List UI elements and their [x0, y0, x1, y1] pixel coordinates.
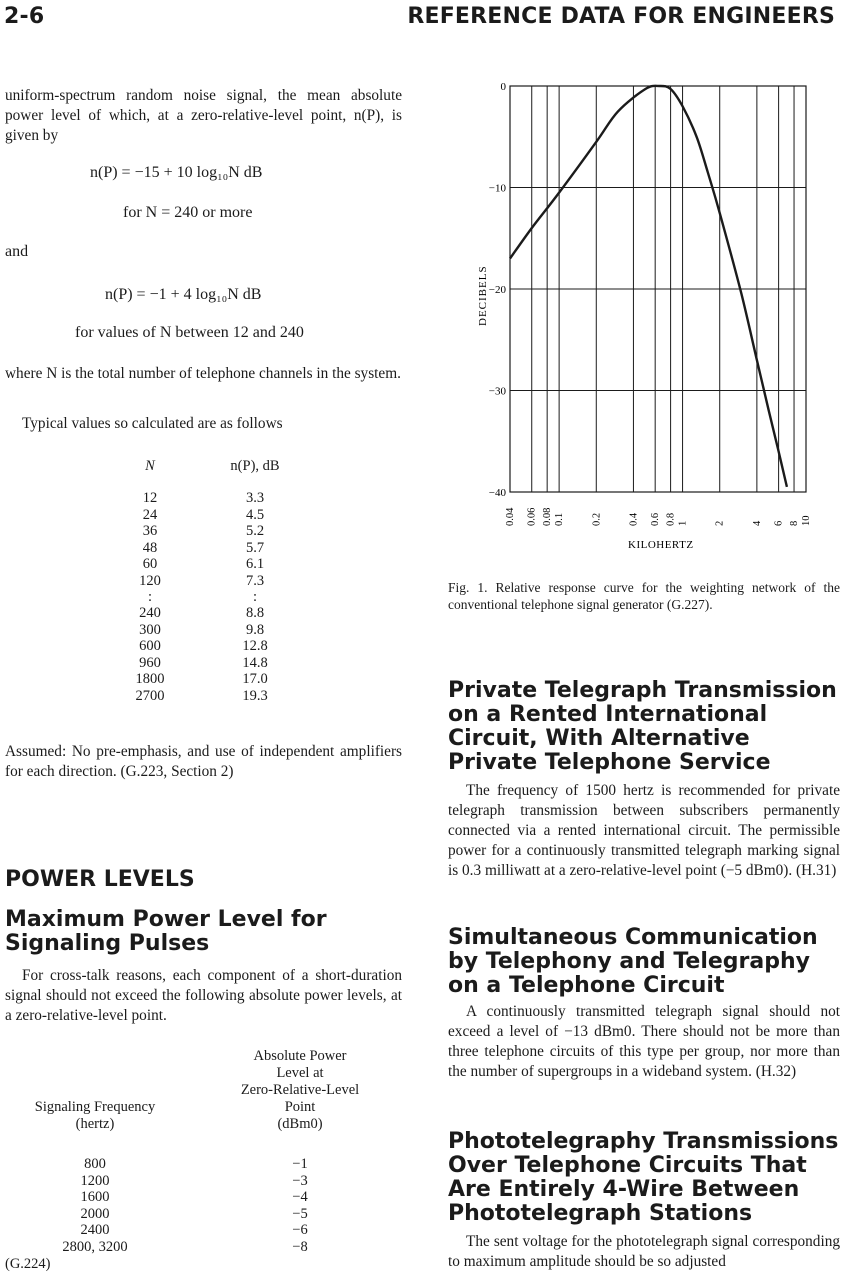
signal-table-cell-frequency: 2400 — [80, 1222, 110, 1238]
signal-header-line: Zero-Relative-Level — [240, 1082, 360, 1098]
noise-table-cell-level: 17.0 — [242, 671, 268, 687]
x-tick-label: 0.04 — [505, 507, 516, 526]
signal-header-line: Signaling Frequency — [34, 1099, 156, 1115]
noise-table-cell-level: 7.3 — [245, 572, 265, 589]
signal-table-reference: (G.224) — [5, 1256, 51, 1272]
x-tick-label: 0.1 — [554, 512, 566, 526]
signal-table-cell-frequency: 2800, 3200 — [62, 1238, 128, 1255]
x-tick-label: 2 — [714, 520, 726, 526]
noise-table-cell-level: 9.8 — [245, 621, 265, 638]
noise-table-cell-n: 48 — [142, 539, 158, 556]
chart-y-tick-labels — [489, 81, 507, 499]
noise-table-cell-level: 4.5 — [245, 506, 265, 523]
signal-table-cell-level: −1 — [292, 1156, 308, 1172]
x-tick-label: 0.8 — [665, 512, 677, 526]
x-axis-label: KILOHERTZ — [628, 539, 694, 551]
noise-table-cell-n: 60 — [142, 556, 158, 572]
chart-horizontal-grid — [510, 86, 806, 492]
power-levels-heading: POWER LEVELS — [5, 867, 195, 892]
noise-table-cell-level: 6.1 — [245, 556, 265, 572]
and-connector: and — [5, 243, 29, 260]
x-tick-label: 0.2 — [591, 512, 603, 526]
chart-x-tick-labels — [505, 507, 812, 526]
noise-table-cell-level: 14.8 — [242, 654, 268, 671]
noise-table-cell-level: 8.8 — [245, 605, 265, 621]
formula-2: n(P) = −1 + 4 log₁₀N dB — [105, 286, 262, 303]
formula-2-condition: for values of N between 12 and 240 — [75, 324, 304, 341]
signal-table-cell-level: −5 — [292, 1205, 308, 1222]
noise-table-cell-n: 36 — [142, 523, 158, 539]
noise-table-cell-level: : — [252, 589, 258, 605]
noise-table-header-level: n(P), dB — [230, 458, 280, 474]
signal-table-cell-level: −4 — [292, 1189, 308, 1205]
x-tick-label: 6 — [773, 520, 785, 526]
noise-table-cell-level: 5.2 — [245, 523, 265, 539]
signal-table-cell-frequency: 1600 — [80, 1189, 110, 1205]
noise-table-cell-level: 3.3 — [245, 490, 265, 506]
signal-header-line: Absolute Power — [253, 1048, 347, 1064]
signal-table-cell-frequency: 2000 — [80, 1205, 110, 1222]
phototelegraphy-heading: Phototelegraphy Transmissions Over Telephone Circuits That Are Entirely 4-Wire Between Phototelegraph Stations — [448, 1129, 839, 1226]
noise-table-cell-n: 24 — [142, 506, 158, 523]
noise-table-cell-n: 2700 — [135, 687, 165, 704]
signal-header-line: (hertz) — [75, 1116, 115, 1132]
x-tick-label: 0.06 — [526, 507, 538, 526]
page-number: 2-6 — [4, 4, 45, 29]
weighting-response-chart — [470, 78, 840, 558]
intro-paragraph: uniform-spectrum random noise signal, the mean absolute power level of which, at a zero-relative-level point, n(P), is given by — [5, 87, 402, 144]
noise-table-cell-n: 12 — [142, 490, 158, 506]
signal-header-line: Level at — [276, 1065, 324, 1081]
noise-table-cell-level: 19.3 — [242, 687, 268, 704]
formula-1-condition: for N = 240 or more — [123, 204, 253, 221]
noise-table-header-n: N — [145, 458, 155, 474]
signal-table-cell-level: −6 — [292, 1222, 308, 1238]
x-tick-label: 0.08 — [542, 507, 554, 526]
signal-table-cell-frequency: 800 — [84, 1156, 106, 1172]
running-title: REFERENCE DATA FOR ENGINEERS — [407, 4, 835, 29]
signal-header-line: Point — [284, 1099, 316, 1115]
x-tick-label: 1 — [677, 520, 689, 526]
noise-table-cell-n: 600 — [139, 638, 161, 654]
noise-table-cell-n: 240 — [139, 605, 161, 621]
response-curve — [510, 86, 787, 487]
simultaneous-paragraph: A continuously transmitted telegraph signal should not exceed a level of −13 dBm0. There should not be more than three telephone circuits of this type per group, nor more than the number of supergroups in a wideband system. (H.32) — [448, 1003, 840, 1080]
noise-table-cell-n: 300 — [139, 621, 161, 638]
y-tick-label: −10 — [488, 182, 506, 195]
figure-caption: Fig. 1. Relative response curve for the weighting network of the conventional telephone signal generator (G.227). — [448, 579, 840, 612]
typical-paragraph: Typical values so calculated are as follows — [22, 415, 283, 432]
y-tick-label: −30 — [488, 385, 506, 398]
noise-table-cell-n: 960 — [139, 654, 161, 671]
y-tick-label: −40 — [488, 487, 506, 499]
noise-table-cell-level: 12.8 — [242, 638, 268, 654]
noise-table-cell-n: 120 — [139, 572, 161, 589]
signal-table — [0, 1048, 400, 1276]
max-power-heading: Maximum Power Level for Signaling Pulses — [5, 907, 327, 956]
telegraph-paragraph: The frequency of 1500 hertz is recommended for private telegraph transmission between subscribers permanently connected via a rented international circuit. The permissible power for a continuously transmitted telegraph marking signal is 0.3 milliwatt at a zero-relative-level point (−5 dBm0). (H.31) — [448, 782, 840, 879]
noise-table — [100, 458, 320, 723]
crosstalk-paragraph: For cross-talk reasons, each component of a short-duration signal should not exceed the following absolute power levels, at a zero-relative-level point. — [5, 967, 402, 1024]
noise-table-cell-n: : — [147, 589, 153, 605]
signal-table-cell-frequency: 1200 — [80, 1172, 110, 1189]
simultaneous-heading: Simultaneous Communication by Telephony and Telegraphy on a Telephone Circuit — [448, 925, 818, 998]
signal-table-header-level — [220, 1048, 380, 1133]
telegraph-heading: Private Telegraph Transmission on a Rented International Circuit, With Alternative Private Telephone Service — [448, 678, 837, 775]
y-tick-label: −20 — [488, 284, 506, 296]
noise-table-cell-level: 5.7 — [245, 539, 265, 556]
phototelegraphy-paragraph: The sent voltage for the phototelegraph signal corresponding to maximum amplitude should be so adjusted — [448, 1233, 840, 1270]
assumed-paragraph: Assumed: No pre-emphasis, and use of independent amplifiers for each direction. (G.223, Section 2) — [5, 743, 402, 780]
signal-table-header-frequency — [20, 1099, 170, 1133]
y-axis-label: DECIBELS — [477, 265, 489, 326]
noise-table-cell-n: 1800 — [135, 671, 165, 687]
signal-table-cell-level: −3 — [292, 1172, 308, 1189]
x-tick-label: 8 — [789, 520, 801, 526]
x-tick-label: 10 — [801, 515, 812, 526]
signal-header-line: (dBm0) — [277, 1116, 323, 1132]
x-tick-label: 0.6 — [650, 512, 662, 526]
x-tick-label: 0.4 — [628, 512, 640, 526]
x-tick-label: 4 — [751, 520, 763, 526]
formula-1: n(P) = −15 + 10 log₁₀N dB — [90, 164, 263, 181]
y-tick-label: 0 — [500, 81, 506, 93]
where-paragraph: where N is the total number of telephone channels in the system. — [5, 365, 401, 382]
signal-table-cell-level: −8 — [292, 1238, 308, 1255]
